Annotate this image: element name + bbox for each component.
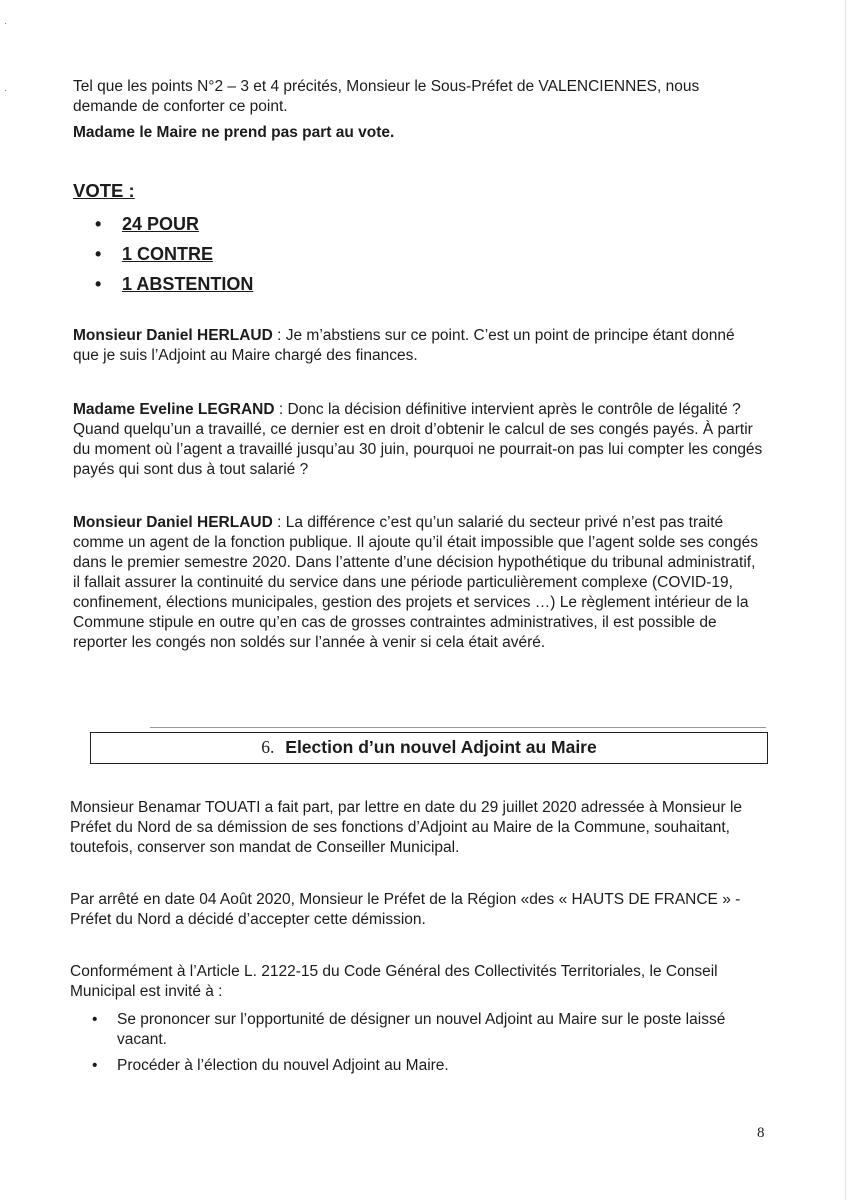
list-item [90,1056,770,1076]
vote-title: VOTE : [73,180,135,201]
speech-block [73,513,763,653]
bullet-icon: • [95,274,102,294]
speech-text: : Donc la décision définitive intervient après le contrôle de légalité ? Quand quelqu’un a travaillé, ce dernier est en droit d’obtenir le calcul de ses congés payés. À partir du moment où l’agent a travaillé jusqu’au 30 juin, pourquoi ne pourrait-on pas lui compter les congés payés qui sont dus à tout salarié ? [73,401,763,478]
divider [150,727,766,728]
section-number: 6. [261,737,275,757]
list-item-text: Procéder à l’élection du nouvel Adjoint au Maire. [117,1057,449,1074]
section-heading-box [90,732,768,764]
bullet-icon: • [92,1057,98,1074]
scan-mark: · [4,18,8,29]
vote-item [90,239,253,269]
speech-block [73,326,763,366]
body-paragraph: Par arrêté en date 04 Août 2020, Monsieur le Préfet de la Région «des « HAUTS DE FRANCE » - Préfet du Nord a décidé d’accepter cette démission. [70,891,741,928]
vote-value: 1 ABSTENTION [122,274,254,294]
list-item-text: Se prononcer sur l’opportunité de désigner un nouvel Adjoint au Maire sur le poste laissé vacant. [117,1011,726,1048]
agenda-list [90,1010,770,1082]
vote-item [90,269,253,299]
vote-item [90,209,253,239]
section-title: Election d’un nouvel Adjoint au Maire [285,737,597,757]
body-paragraph: Conformément à l’Article L. 2122-15 du Code Général des Collectivités Territoriales, le Conseil Municipal est invité à : [70,963,718,1000]
bullet-icon: • [95,214,102,234]
bullet-icon: • [95,244,102,264]
speaker-name: Madame Eveline LEGRAND [73,401,275,418]
page-number: 8 [757,1125,765,1141]
vote-value: 1 CONTRE [122,244,214,264]
vote-results-list [90,209,253,299]
scan-edge-line [845,0,846,1200]
scan-mark: · [4,85,8,96]
intro-paragraph: Tel que les points N°2 – 3 et 4 précités, Monsieur le Sous-Préfet de VALENCIENNES, nous demande de conforter ce point. [73,78,700,115]
speech-text: : La différence c’est qu’un salarié du secteur privé n’est pas traité comme un agent de la fonction publique. Il ajoute qu’il était impossible que l’agent solde ses congés dans le premier semestre 2020. Dans l’attente d’une décision hypothétique du tribunal administratif, il fallait assurer la continuité du service dans une période particulièrement complexe (COVID-19, confinement, élections municipales, gestion des projets et services …) Le règlement intérieur de la Commune stipule en outre qu’en cas de grosses contraintes administratives, il est possible de reporter les congés non soldés sur l’année à venir si cela était avéré. [73,514,759,651]
speech-block [73,400,763,480]
speaker-name: Monsieur Daniel HERLAUD [73,327,273,344]
maire-note: Madame le Maire ne prend pas part au vote. [73,124,395,141]
speaker-name: Monsieur Daniel HERLAUD [73,514,273,531]
list-item [90,1010,770,1050]
body-paragraph: Monsieur Benamar TOUATI a fait part, par lettre en date du 29 juillet 2020 adressée à Monsieur le Préfet du Nord de sa démission de ses fonctions d’Adjoint au Maire de la Commune, souhaitant, toutefois, conserver son mandat de Conseiller Municipal. [70,799,743,856]
vote-value: 24 POUR [122,214,200,234]
speech-text: : Je m’abstiens sur ce point. C’est un point de principe étant donné que je suis l’Adjoint au Maire chargé des finances. [73,327,735,364]
bullet-icon: • [92,1011,98,1028]
